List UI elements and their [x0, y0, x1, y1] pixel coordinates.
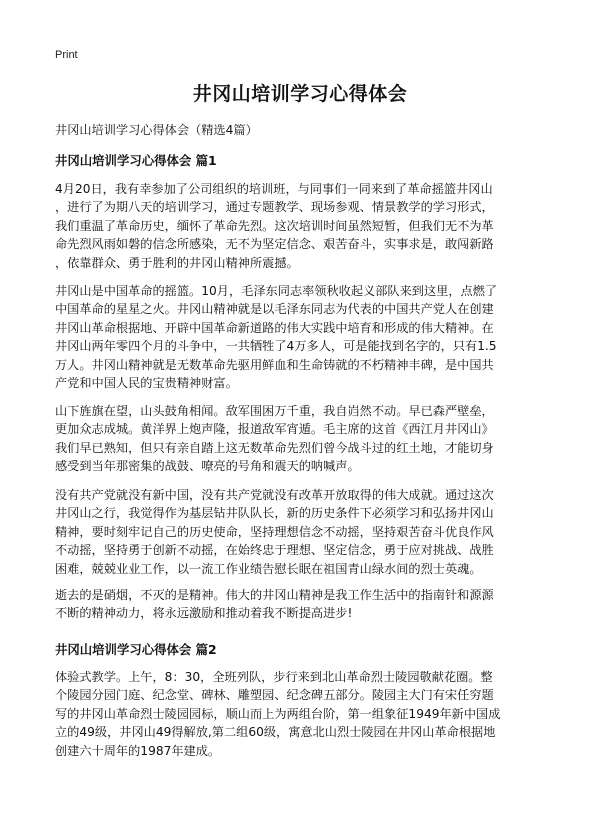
paragraph-line: ，依靠群众、勇于胜利的井冈山精神所震撼。 [55, 255, 299, 270]
paragraph-line: 写的井冈山革命烈士陵园园标，顺山而上为两组台阶，第一组象征1949年新中国成 [55, 706, 501, 721]
paragraph-line: 山下旌旗在望，山头鼓角相闻。敌军围困万千重，我自岿然不动。早已森严壁垒， [55, 404, 494, 418]
paragraph-line: 更加众志成城。黄洋界上炮声隆，报道敌军宵遁。毛主席的这首《西江月井冈山》 [55, 422, 494, 437]
paragraph-line: 立的49级，井冈山49得解放,第二组60级，寓意北山烈士陵园在井冈山革命根据地 [55, 725, 496, 740]
paragraph-line: 困难，兢兢业业工作，以一流工作业绩告慰长眠在祖国青山绿水间的烈士英魂。 [55, 561, 482, 576]
paragraph-line: 我们早已熟知，但只有亲自踏上这无数革命先烈们曾今战斗过的红土地，才能切身 [55, 440, 494, 455]
paragraph [55, 282, 547, 392]
paragraph-line: 命先烈风雨如磐的信念所感染，无不为坚定信念、艰苦奋斗，实事求是，敢闯新路 [55, 237, 494, 252]
paragraph-line: 万人。井冈山精神就是无数革命先驱用鲜血和生命铸就的不朽精神丰碑，是中国共 [55, 357, 494, 372]
paragraph-line: 创建六十周年的1987年建成。 [55, 743, 221, 758]
section-heading-2: 井冈山培训学习心得体会 篇2 [55, 642, 217, 657]
print-label: Print [55, 49, 78, 61]
paragraph-line: 井冈山之行，我觉得作为基层钻井队队长，新的历史条件下必须学习和弘扬井冈山 [55, 506, 494, 521]
paragraph-line: 不断的精神动力，将永远激励和推动着我不断提高进步! [55, 606, 353, 621]
paragraph-line: 体验式教学。上午，8：30，全班列队，步行来到北山革命烈士陵园敬献花圈。整 [55, 670, 493, 684]
page-title: 井冈山培训学习心得体会 [192, 83, 408, 105]
paragraph [55, 586, 547, 623]
paragraph-line: 没有共产党就没有新中国，没有共产党就没有改革开放取得的伟大成就。通过这次 [55, 488, 494, 502]
paragraph-line: 4月20日，我有幸参加了公司组织的培训班，与同事们一同来到了革命摇篮井冈山 [55, 182, 493, 196]
paragraph-line: 井冈山两年零四个月的斗争中，一共牺牲了4万多人，可是能找到名字的，只有1.5 [55, 339, 497, 354]
paragraph-line: 感受到当年那密集的战鼓、嘹亮的号角和震天的呐喊声。 [55, 459, 360, 474]
section-heading-1: 井冈山培训学习心得体会 篇1 [55, 153, 217, 168]
paragraph [55, 668, 547, 760]
paragraph-line: 井冈山革命根据地、开辟中国革命新道路的伟大实践中培育和形成的伟大精神。在 [55, 320, 494, 335]
paragraph-line: 不动摇，坚持勇于创新不动摇，在始终忠于理想、坚定信念，勇于应对挑战、战胜 [55, 543, 494, 558]
paragraph [55, 180, 547, 272]
paragraph-line: 我们重温了革命历史，缅怀了革命先烈。这次培训时间虽然短暂，但我们无不为革 [55, 218, 494, 233]
paragraph-line: 中国革命的星星之火。井冈山精神就是以毛泽东同志为代表的中国共产党人在创建 [55, 302, 494, 317]
paragraph-line: 井冈山是中国革命的摇篮。10月，毛泽东同志率领秋收起义部队来到这里，点燃了 [55, 284, 498, 298]
paragraph-line: 逝去的是硝烟，不灭的是精神。伟大的井冈山精神是我工作生活中的指南针和源源 [55, 588, 494, 602]
paragraph [55, 486, 547, 578]
paragraph-line: ，进行了为期八天的培训学习，通过专题教学、现场参观、情景教学的学习形式， [55, 200, 494, 215]
paragraph-line: 精神，要时刻牢记自己的历史使命，坚持理想信念不动摇，坚持艰苦奋斗优良作风 [55, 524, 494, 539]
paragraph-line: 产党和中国人民的宝贵精神财富。 [55, 376, 238, 391]
paragraph [55, 402, 547, 476]
paragraph-line: 个陵园分园门庭、纪念堂、碑林、雕塑园、纪念碑五部分。陵园主大门有宋任穷题 [55, 688, 494, 703]
document-subtitle: 井冈山培训学习心得体会（精选4篇） [55, 123, 258, 137]
